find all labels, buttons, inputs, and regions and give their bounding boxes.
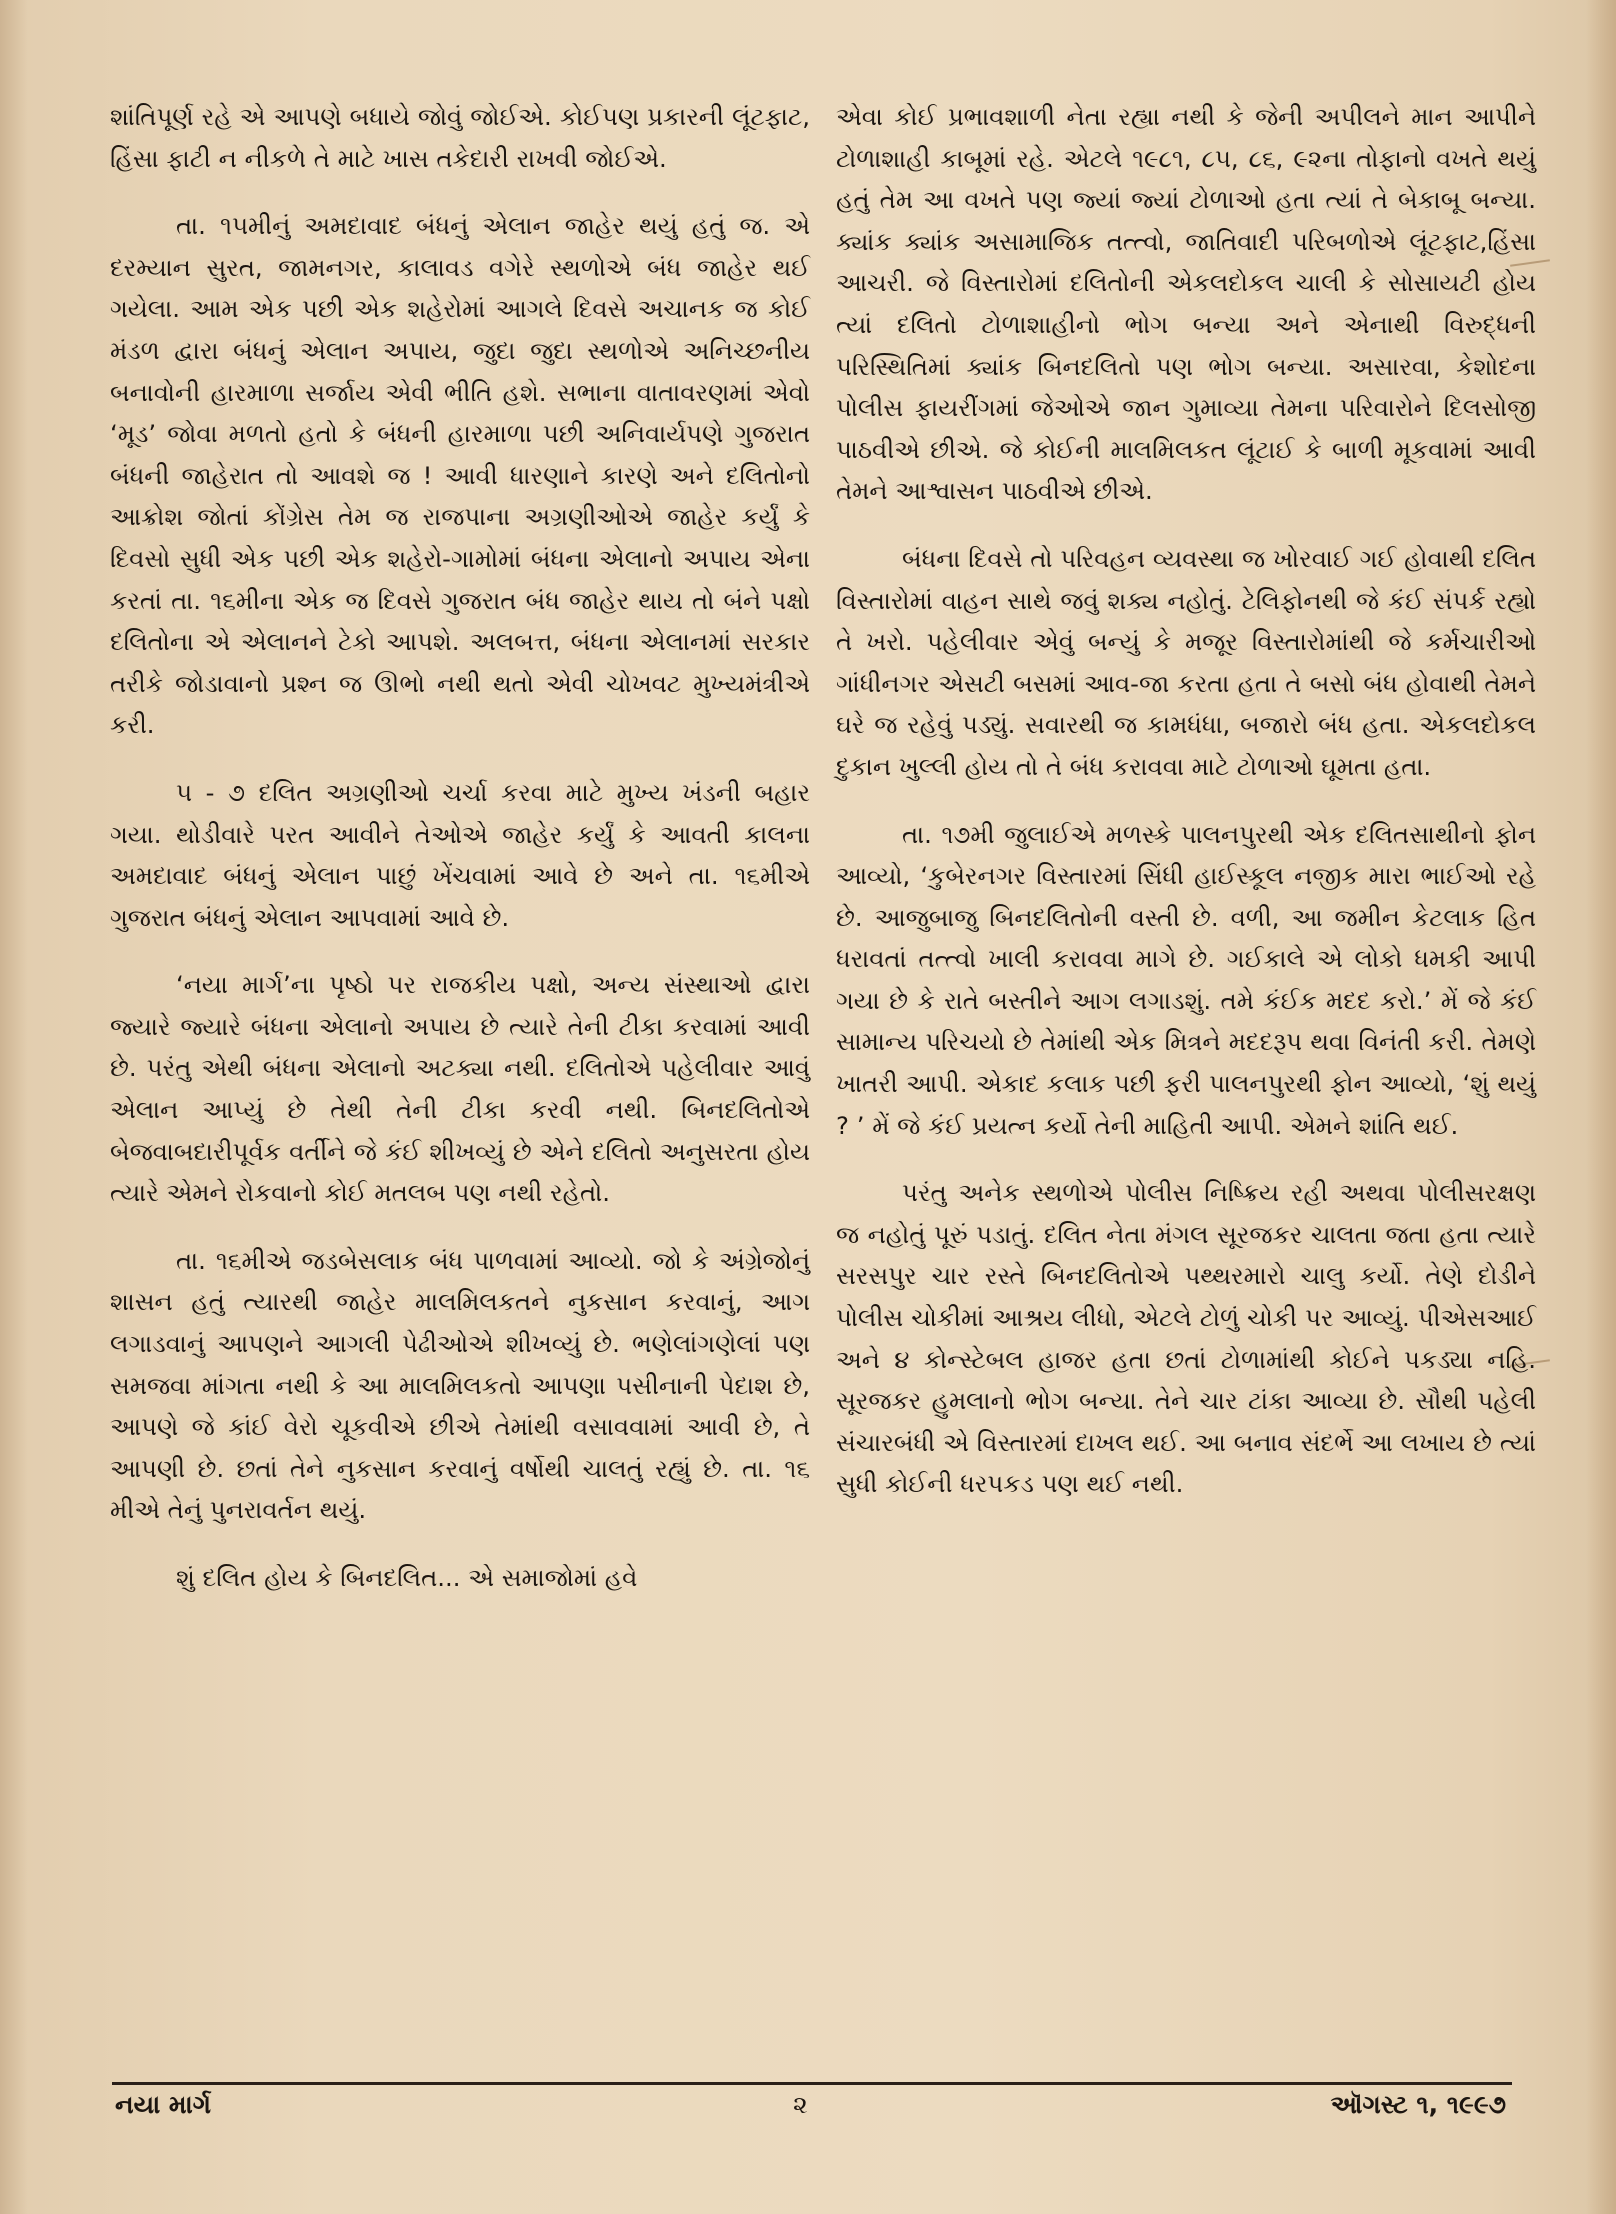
footer-rule xyxy=(112,2082,1512,2085)
paper-edge-left xyxy=(0,0,28,2214)
page-number: ૨ xyxy=(793,2090,808,2119)
right-column xyxy=(836,96,1536,1505)
paragraph: એવા કોઈ પ્રભાવશાળી નેતા રહ્યા નથી કે જેની અપીલને માન આપીને ટોળાશાહી કાબૂમાં રહે. એટલે ૧૯૮૧, ૮૫, ૮૬, ૯૨ના તોફાનો વખતે થયું હતું તેમ આ વખતે પણ જ્યાં જ્યાં ટોળાઓ હતા ત્યાં તે બેકાબૂ બન્યા. ક્યાંક ક્યાંક અસામાજિક તત્ત્વો, જાતિવાદી પરિબળોએ લૂંટફાટ,હિંસા આચરી. જે વિસ્તારોમાં દલિતોની એકલદોકલ ચાલી કે સોસાયટી હોય ત્યાં દલિતો ટોળાશાહીનો ભોગ બન્યા અને એનાથી વિરુદ્ધની પરિસ્થિતિમાં ક્યાંક બિનદલિતો પણ ભોગ બન્યા. અસારવા, કેશોદના પોલીસ ફાયરીંગમાં જેઓએ જાન ગુમાવ્યા તેમના પરિવારોને દિલસોજી પાઠવીએ છીએ. જે કોઈની માલમિલકત લૂંટાઈ કે બાળી મૂકવામાં આવી તેમને આશ્વાસન પાઠવીએ છીએ. xyxy=(836,102,1536,506)
left-column xyxy=(110,96,810,1599)
paragraph: તા. ૧૬મીએ જડબેસલાક બંધ પાળવામાં આવ્યો. જો કે અંગ્રેજોનું શાસન હતું ત્યારથી જાહેર માલમિલકતને નુકસાન કરવાનું, આગ લગાડવાનું આપણને આગલી પેઢીઓએ શીખવ્યું છે. ભણેલાંગણેલાં પણ સમજવા માંગતા નથી કે આ માલમિલકતો આપણા પસીનાની પેદાશ છે, આપણે જે કાંઈ વેરો ચૂકવીએ છીએ તેમાંથી વસાવવામાં આવી છે, તે આપણી છે. છતાં તેને નુકસાન કરવાનું વર્ષોથી ચાલતું રહ્યું છે. તા. ૧૬ મીએ તેનું પુનરાવર્તન થયું. xyxy=(110,1245,810,1525)
publication-name: નયા માર્ગ xyxy=(115,2090,211,2119)
paragraph: ‘નયા માર્ગ’ના પૃષ્ઠો પર રાજકીય પક્ષો, અન્ય સંસ્થાઓ દ્વારા જ્યારે જ્યારે બંધના એલાનો અપાય છે ત્યારે તેની ટીકા કરવામાં આવી છે. પરંતુ એથી બંધના એલાનો અટક્યા નથી. દલિતોએ પહેલીવાર આવું એલાન આપ્યું છે તેથી તેની ટીકા કરવી નથી. બિનદલિતોએ બેજવાબદારીપૂર્વક વર્તીને જે કંઈ શીખવ્યું છે એને દલિતો અનુસરતા હોય ત્યારે એમને રોકવાનો કોઈ મતલબ પણ નથી રહેતો. xyxy=(110,970,810,1208)
issue-date: ઑગસ્ટ ૧, ૧૯૯૭ xyxy=(1330,2090,1506,2119)
paragraph: તા. ૧૭મી જુલાઈએ મળસ્કે પાલનપુરથી એક દલિતસાથીનો ફોન આવ્યો, ‘કુબેરનગર વિસ્તારમાં સિંધી હાઈસ્કૂલ નજીક મારા ભાઈઓ રહે છે. આજુબાજુ બિનદલિતોની વસ્તી છે. વળી, આ જમીન કેટલાક હિત ધરાવતાં તત્ત્વો ખાલી કરાવવા માગે છે. ગઈકાલે એ લોકો ધમકી આપી ગયા છે કે રાતે બસ્તીને આગ લગાડશું. તમે કંઈક મદદ કરો.’ મેં જે કંઈ સામાન્ય પરિચયો છે તેમાંથી એક મિત્રને મદદરૂપ થવા વિનંતી કરી. તેમણે ખાતરી આપી. એકાદ કલાક પછી ફરી પાલનપુરથી ફોન આવ્યો, ‘શું થયું ? ’ મેં જે કંઈ પ્રયત્ન કર્યો તેની માહિતી આપી. એમને શાંતિ થઈ. xyxy=(836,819,1536,1140)
paragraph: તા. ૧૫મીનું અમદાવાદ બંધનું એલાન જાહેર થયું હતું જ. એ દરમ્યાન સુરત, જામનગર, કાલાવડ વગેરે સ્થળોએ બંધ જાહેર થઈ ગયેલા. આમ એક પછી એક શહેરોમાં આગલે દિવસે અચાનક જ કોઈ મંડળ દ્વારા બંધનું એલાન અપાય, જુદા જુદા સ્થળોએ અનિચ્છનીય બનાવોની હારમાળા સર્જાય એવી ભીતિ હશે. સભાના વાતાવરણમાં એવો ‘મૂડ’ જોવા મળતો હતો કે બંધની હારમાળા પછી અનિવાર્યપણે ગુજરાત બંધની જાહેરાત તો આવશે જ ! આવી ધારણાને કારણે અને દલિતોનો આક્રોશ જોતાં કોંગ્રેસ તેમ જ રાજપાના અગ્રણીઓએ જાહેર કર્યું કે દિવસો સુધી એક પછી એક શહેરો-ગામોમાં બંધના એલાનો અપાય એના કરતાં તા. ૧૬મીના એક જ દિવસે ગુજરાત બંધ જાહેર થાય તો બંને પક્ષો દલિતોના એ એલાનને ટેકો આપશે. અલબત્ત, બંધના એલાનમાં સરકાર તરીકે જોડાવાનો પ્રશ્ન જ ઊભો નથી થતો એવી ચોખવટ મુખ્યમંત્રીએ કરી. xyxy=(110,211,810,740)
paragraph: ૫ - ૭ દલિત અગ્રણીઓ ચર્ચા કરવા માટે મુખ્ય ખંડની બહાર ગયા. થોડીવારે પરત આવીને તેઓએ જાહેર કર્યું કે આવતી કાલના અમદાવાદ બંધનું એલાન પાછું ખેંચવામાં આવે છે અને તા. ૧૬મીએ ગુજરાત બંધનું એલાન આપવામાં આવે છે. xyxy=(110,777,810,932)
paragraph: શું દલિત હોય કે બિનદલિત... એ સમાજોમાં હવે xyxy=(176,1563,638,1592)
paragraph: બંધના દિવસે તો પરિવહન વ્યવસ્થા જ ખોરવાઈ ગઈ હોવાથી દલિત વિસ્તારોમાં વાહન સાથે જવું શક્ય નહોતું. ટેલિફોનથી જે કંઈ સંપર્ક રહ્યો તે ખરો. પહેલીવાર એવું બન્યું કે મજૂર વિસ્તારોમાંથી જે કર્મચારીઓ ગાંધીનગર એસટી બસમાં આવ-જા કરતા હતા તે બસો બંધ હોવાથી તેમને ઘરે જ રહેવું પડ્યું. સવારથી જ કામધંધા, બજારો બંધ હતા. એકલદોકલ દુકાન ખુલ્લી હોય તો તે બંધ કરાવવા માટે ટોળાઓ ઘૂમતા હતા. xyxy=(836,543,1536,781)
paper-edge-right xyxy=(1586,0,1616,2214)
paragraph: શાંતિપૂર્ણ રહે એ આપણે બધાયે જોવું જોઈએ. કોઈપણ પ્રકારની લૂંટફાટ, હિંસા ફાટી ન નીકળે તે માટે ખાસ તકેદારી રાખવી જોઈએ. xyxy=(110,102,810,173)
paragraph: પરંતુ અનેક સ્થળોએ પોલીસ નિષ્ક્રિય રહી અથવા પોલીસરક્ષણ જ નહોતું પૂરું પડાતું. દલિત નેતા મંગલ સૂરજકર ચાલતા જતા હતા ત્યારે સરસપુર ચાર રસ્તે બિનદલિતોએ પથ્થરમારો ચાલુ કર્યો. તેણે દોડીને પોલીસ ચોકીમાં આશ્રય લીધો, એટલે ટોળું ચોકી પર આવ્યું. પીએસઆઈ અને ૪ કોન્સ્ટેબલ હાજર હતા છતાં ટોળામાંથી કોઈને પકડ્યા નહિ. સૂરજકર હુમલાનો ભોગ બન્યા. તેને ચાર ટાંકા આવ્યા છે. સૌથી પહેલી સંચારબંધી એ વિસ્તારમાં દાખલ થઈ. આ બનાવ સંદર્ભે આ લખાય છે ત્યાં સુધી કોઈની ધરપકડ પણ થઈ નથી. xyxy=(836,1178,1536,1499)
